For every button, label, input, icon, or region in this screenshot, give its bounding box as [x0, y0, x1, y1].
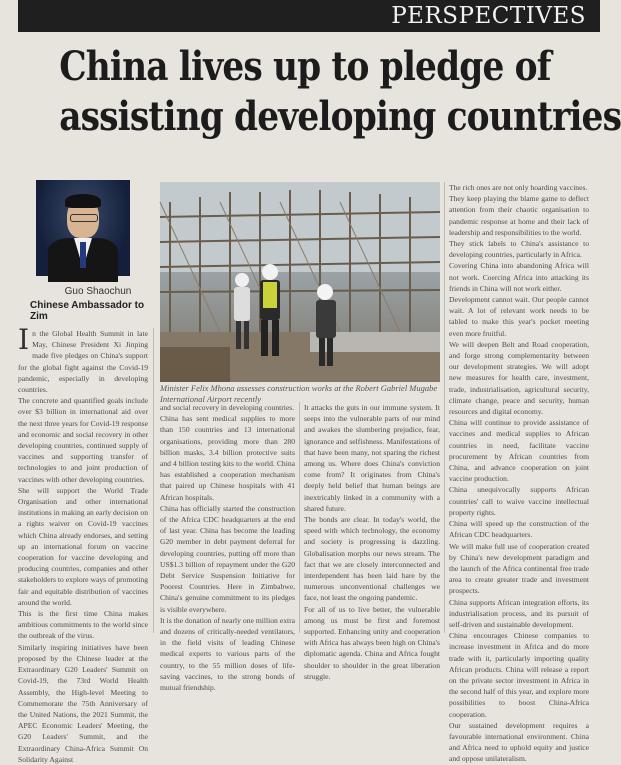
article-column-2 [160, 402, 295, 693]
paragraph: They stick labels to China's assistance to developing countries, particularly in Africa. [449, 239, 589, 260]
author-title: Chinese Ambassador to Zim [30, 300, 145, 322]
paragraph: Our sustained development requires a favourable international environment. China and Africa need to uphold equity and justice and oppose unilateralism. [449, 720, 589, 764]
paragraph: This is the first time China makes ambitious commitments to the world since the outbreak of the virus. [18, 609, 148, 641]
paragraph: China has sent medical supplies to more than 150 countries and 13 international organisations, providing more than 280 billion masks, 3.4 billion protective suits and 4 billion testing kits to the world. China has established a cooperation mechanism that paired up Chinese hospitals with 41 African hospitals. [160, 414, 295, 502]
paragraph: The bonds are clear. In today's world, the speed with which technology, the economy and society is progressing is dazzling. Globalisation morphs our news stream. The fact that we are closely interconnected and interdependent has been laid bare by the numerous unconventional challenges we face, not least the ongoing pandemic. [304, 515, 440, 603]
paragraph: China will speed up the construction of the African CDC headquarters. [449, 519, 589, 540]
headline-line-1: China lives up to pledge of [59, 43, 551, 90]
paragraph: China unequivocally supports African countries' call to waive vaccine intellectual property rights. [449, 485, 589, 517]
paragraph: They keep playing the blame game to deflect attention from their chaotic organisation to pandemic response at home and their lack of leadership and responsibilities to the world. [449, 194, 589, 237]
paragraph: and social recovery in developing countries. [160, 403, 295, 412]
paragraph: China will continue to provide assistance of vaccines and medical supplies to African countries in need, facilitate vaccine procurement by African countries from China, and advance cooperation on joint vaccine production. [449, 418, 589, 484]
column-divider [153, 328, 154, 633]
drop-cap: I [18, 323, 30, 356]
paragraph: China has officially started the construction of the Africa CDC headquarters at the end of last year. China has become the leading G20 member in debt payment deferral for developing countries, putting off more than US$1.3 billion of repayment under the G20 Debt Service Suspension Initiative for Poorest Countries. Here in Zimbabwe, China's genuine commitment to its pledges is visible everywhere. [160, 503, 295, 614]
paragraph: Covering China into abandoning Africa will not work. Coercing Africa into attacking its friends in China will not work either. [449, 261, 589, 293]
paragraph: Similarly inspiring initiatives have been proposed by the Chinese leader at the Extraordinary G20 Leaders' Summit on Covid-19, the 73rd World Health Assembly, the High-level Meeting to Commemorate the 75th Anniversary of the United Nations, the 2021 Summit, the APEC Economic Leaders' Meeting, the G20 Leaders' Summit, and the Extraordinary China-Africa Summit On Solidarity Against [18, 642, 148, 764]
paragraph: We will deepen Belt and Road cooperation, and forge strong complementarity between our development strategies. We will adopt new measures for health care, investment, trade, industrialisation, agricultural security, climate change, peace and security, human resources and digital economy. [449, 339, 589, 417]
photo-caption: Minister Felix Mhona assesses construction works at the Robert Gabriel Mugabe International Airport recently [160, 383, 438, 404]
paragraph: It is the donation of nearly one million extra and dozens of critically-needed ventilators, in the field visits of leading Chinese medical experts to various parts of the country, to the 55 million doses of life-saving vaccines, to the strong bonds of mutual friendship. [160, 615, 295, 693]
paragraph: It attacks the guts in our immune system. It seeps into the vulnerable parts of our mind and awakes the slumbering prejudice, fear, ignorance and selfishness. Manifestations of that have been many, not sparing the richest among us. Where does China's conviction come from? It originates from China's deeply held belief that human beings are inextricably linked in a community with a shared future. [304, 403, 440, 513]
paragraph: The concrete and quantified goals include over $3 billion in international aid over the next three years for Covid-19 response and economic and social recovery in other developing countries, continued supply of vaccines and supporting transfer of technologies to and joint production of vaccines with other developing countries. [18, 396, 148, 484]
construction-site-photo [160, 182, 440, 382]
article-column-3 [304, 402, 440, 681]
paragraph: She will support the World Trade Organisation and other international institutions in making an early decision on a rights waiver on Covid-19 vaccines which China already endorses, and setting up an international forum on vaccine cooperation for vaccine developing and producing countries, companies and other stakeholders to explore ways of promoting fair and equitable distribution of vaccines around the world. [18, 485, 148, 607]
paragraph: The rich ones are not only hoarding vaccines. [449, 183, 588, 192]
headline-line-2: assisting developing countries [59, 93, 621, 140]
column-divider [299, 402, 300, 633]
paragraph: In the Global Health Summit in late May, Chinese President Xi Jinping made five pledges on China's support for the global fight against the Covid-19 pandemic, especially in developing countries. [18, 323, 148, 395]
section-header-bar [18, 0, 600, 32]
paragraph: For all of us to live better, the vulnerable among us must be first and foremost supported. Enhancing unity and cooperation with Africa has always been high on China's diplomatic agenda. China and Africa fought shoulder to shoulder in the great liberation struggle. [304, 604, 440, 681]
paragraph: Development cannot wait. Our people cannot wait. A lot of relevant work needs to be tabled to make this year's pocket meeting even more fruitful. [449, 295, 589, 338]
article-headline [59, 42, 621, 142]
article-column-1 [18, 323, 148, 764]
section-label: PERSPECTIVES [391, 3, 586, 29]
paragraph: China supports African integration efforts, its industrialisation process, and its pursuit of self-driven and sustainable development. [449, 597, 589, 629]
paragraph: We will make full use of cooperation created by China's new development paradigm and the launch of the Africa continental free trade area to create greater trade and investment prospects. [449, 541, 589, 596]
paragraph: China encourages Chinese companies to increase investment in Africa and do more trade with it, particularly importing quality African products. China will release a report on the private sector investment in Africa in the second half of this year, and explore more possibilities to boost China-Africa cooperation. [449, 631, 589, 719]
column-divider [444, 182, 445, 633]
article-column-4 [449, 182, 589, 764]
author-portrait [36, 180, 130, 276]
author-name: Guo Shaochun [64, 286, 132, 297]
